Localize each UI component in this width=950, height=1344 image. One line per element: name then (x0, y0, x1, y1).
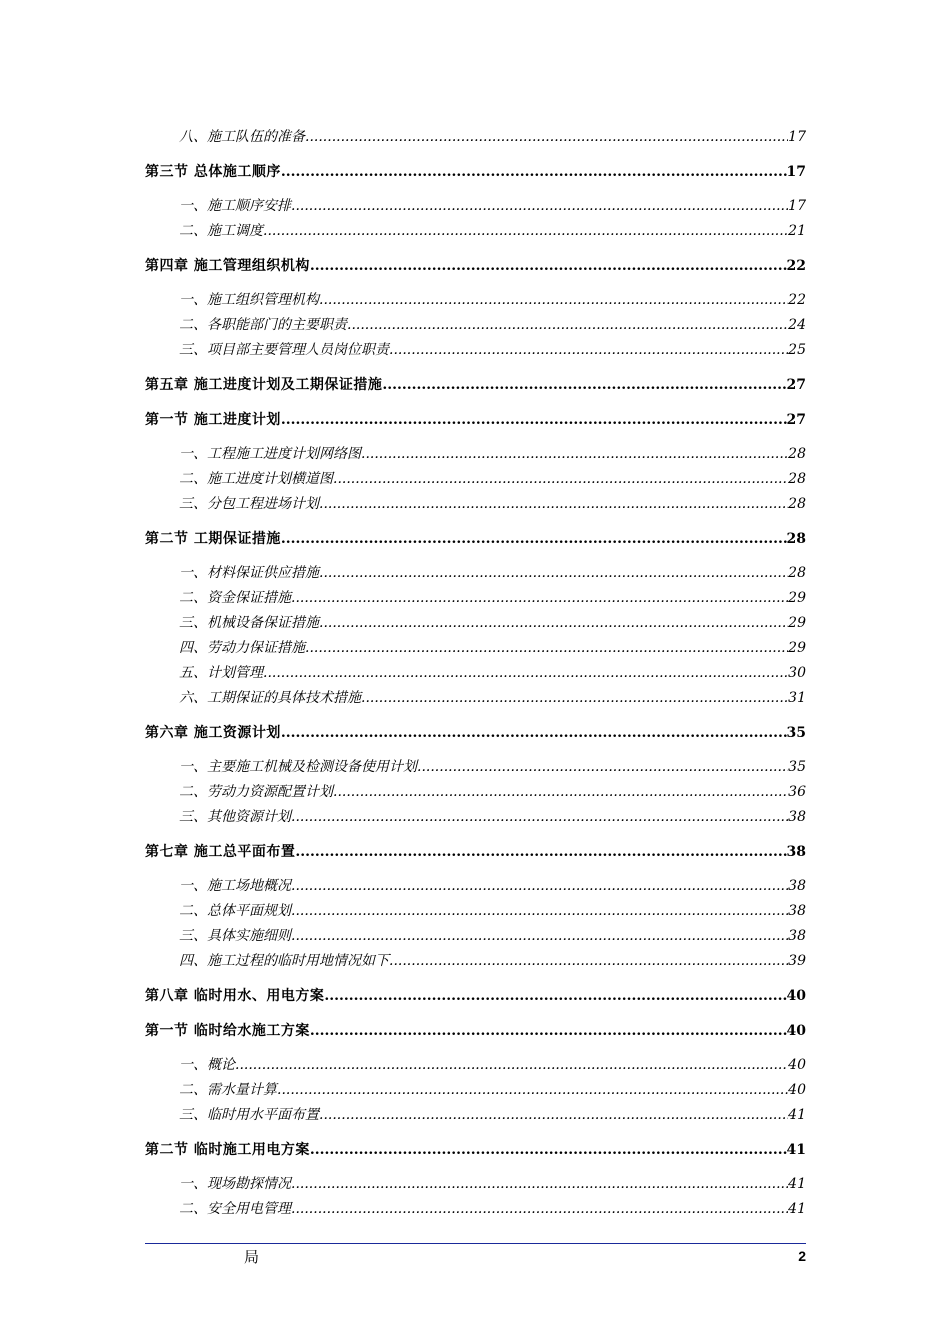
toc-leader-dots (277, 1078, 788, 1103)
toc-leader-dots (291, 874, 788, 899)
toc-entry-page: 38 (788, 809, 806, 825)
toc-entry[interactable] (145, 492, 806, 517)
toc-leader-dots (389, 949, 788, 974)
toc-leader-dots (417, 755, 788, 780)
toc-entry[interactable] (145, 313, 806, 338)
toc-entry-page: 29 (788, 640, 806, 656)
toc-entry-page: 36 (788, 784, 806, 800)
toc-leader-dots (291, 586, 788, 611)
toc-heading-entry[interactable] (145, 840, 806, 865)
toc-entry-label: 二、总体平面规划 (179, 903, 291, 919)
toc-entry-label: 一、施工组织管理机构 (179, 292, 319, 308)
toc-entry-page: 41 (788, 1107, 806, 1123)
toc-leader-dots (347, 313, 788, 338)
toc-heading-entry[interactable] (145, 373, 806, 398)
toc-entry-page: 35 (786, 725, 806, 741)
toc-leader-dots (281, 160, 787, 185)
toc-entry-label: 三、项目部主要管理人员岗位职责 (179, 342, 389, 358)
toc-entry-page: 22 (786, 258, 806, 274)
toc-entry[interactable] (145, 125, 806, 150)
toc-entry[interactable] (145, 805, 806, 830)
toc-entry[interactable] (145, 755, 806, 780)
toc-entry-label: 一、材料保证供应措施 (179, 565, 319, 581)
toc-entry[interactable] (145, 780, 806, 805)
toc-entry-page: 17 (788, 198, 806, 214)
toc-entry-label: 第三节 总体施工顺序 (145, 164, 281, 180)
toc-leader-dots (291, 194, 788, 219)
toc-entry-label: 三、分包工程进场计划 (179, 496, 319, 512)
toc-heading-entry[interactable] (145, 408, 806, 433)
toc-entry[interactable] (145, 949, 806, 974)
toc-entry[interactable] (145, 636, 806, 661)
toc-entry-label: 八、施工队伍的准备 (179, 129, 305, 145)
toc-leader-dots (324, 984, 786, 1009)
toc-entry[interactable] (145, 338, 806, 363)
table-of-contents (145, 125, 806, 1222)
toc-leader-dots (310, 254, 787, 279)
toc-entry-page: 30 (788, 665, 806, 681)
toc-entry-label: 一、概论 (179, 1057, 235, 1073)
toc-entry-page: 31 (788, 690, 806, 706)
toc-entry-page: 40 (786, 1023, 806, 1039)
toc-entry-page: 28 (788, 496, 806, 512)
toc-heading-entry[interactable] (145, 527, 806, 552)
toc-entry[interactable] (145, 899, 806, 924)
toc-leader-dots (295, 840, 786, 865)
toc-leader-dots (382, 373, 786, 398)
toc-entry-page: 25 (788, 342, 806, 358)
toc-entry[interactable] (145, 219, 806, 244)
toc-leader-dots (319, 561, 788, 586)
toc-entry-label: 二、需水量计算 (179, 1082, 277, 1098)
toc-heading-entry[interactable] (145, 721, 806, 746)
toc-entry[interactable] (145, 1172, 806, 1197)
toc-leader-dots (333, 467, 788, 492)
toc-entry-page: 27 (786, 377, 806, 393)
toc-entry[interactable] (145, 661, 806, 686)
toc-leader-dots (291, 899, 788, 924)
toc-leader-dots (281, 527, 787, 552)
toc-entry-page: 24 (788, 317, 806, 333)
toc-entry-page: 38 (786, 844, 806, 860)
toc-entry[interactable] (145, 924, 806, 949)
toc-entry[interactable] (145, 194, 806, 219)
toc-entry-page: 38 (788, 928, 806, 944)
toc-leader-dots (310, 1138, 787, 1163)
toc-heading-entry[interactable] (145, 254, 806, 279)
toc-leader-dots (319, 288, 788, 313)
toc-entry[interactable] (145, 288, 806, 313)
toc-entry-label: 一、施工场地概况 (179, 878, 291, 894)
toc-leader-dots (333, 780, 788, 805)
toc-leader-dots (310, 1019, 787, 1044)
toc-entry[interactable] (145, 1053, 806, 1078)
toc-heading-entry[interactable] (145, 160, 806, 185)
toc-entry-label: 三、临时用水平面布置 (179, 1107, 319, 1123)
footer-page-number: 2 (798, 1248, 806, 1264)
footer-rule (145, 1243, 806, 1244)
toc-entry-label: 第一节 施工进度计划 (145, 412, 281, 428)
toc-entry-page: 38 (788, 903, 806, 919)
toc-entry-page: 41 (788, 1176, 806, 1192)
toc-entry-label: 三、其他资源计划 (179, 809, 291, 825)
toc-entry[interactable] (145, 1078, 806, 1103)
toc-entry-label: 第二节 临时施工用电方案 (145, 1142, 310, 1158)
toc-entry[interactable] (145, 561, 806, 586)
toc-leader-dots (319, 611, 788, 636)
toc-entry-page: 22 (788, 292, 806, 308)
toc-leader-dots (235, 1053, 788, 1078)
toc-leader-dots (281, 408, 787, 433)
toc-entry-label: 第八章 临时用水、用电方案 (145, 988, 325, 1004)
toc-heading-entry[interactable] (145, 984, 806, 1009)
toc-leader-dots (361, 686, 788, 711)
toc-leader-dots (281, 721, 787, 746)
footer-text: 局 (244, 1248, 260, 1266)
toc-entry[interactable] (145, 611, 806, 636)
toc-entry-label: 第六章 施工资源计划 (145, 725, 281, 741)
toc-entry[interactable] (145, 874, 806, 899)
toc-entry-label: 五、计划管理 (179, 665, 263, 681)
toc-heading-entry[interactable] (145, 1019, 806, 1044)
toc-leader-dots (291, 1197, 788, 1222)
toc-entry-page: 40 (786, 988, 806, 1004)
toc-leader-dots (291, 924, 788, 949)
toc-leader-dots (389, 338, 788, 363)
toc-entry-label: 三、机械设备保证措施 (179, 615, 319, 631)
toc-entry-page: 27 (786, 412, 806, 428)
toc-entry-page: 29 (788, 615, 806, 631)
toc-entry-label: 一、主要施工机械及检测设备使用计划 (179, 759, 417, 775)
toc-entry-label: 第四章 施工管理组织机构 (145, 258, 310, 274)
toc-entry-label: 第二节 工期保证措施 (145, 531, 281, 547)
toc-entry[interactable] (145, 1197, 806, 1222)
toc-entry-page: 28 (786, 531, 806, 547)
toc-entry[interactable] (145, 686, 806, 711)
toc-leader-dots (263, 661, 788, 686)
toc-leader-dots (361, 442, 788, 467)
toc-entry-label: 第一节 临时给水施工方案 (145, 1023, 310, 1039)
toc-entry-page: 39 (788, 953, 806, 969)
toc-entry-page: 29 (788, 590, 806, 606)
toc-entry-label: 三、具体实施细则 (179, 928, 291, 944)
toc-entry-label: 二、施工调度 (179, 223, 263, 239)
toc-entry-label: 二、各职能部门的主要职责 (179, 317, 347, 333)
toc-entry-label: 一、工程施工进度计划网络图 (179, 446, 361, 462)
toc-entry-label: 一、现场勘探情况 (179, 1176, 291, 1192)
toc-entry-page: 28 (788, 565, 806, 581)
toc-entry[interactable] (145, 467, 806, 492)
toc-entry-label: 二、资金保证措施 (179, 590, 291, 606)
toc-entry-label: 第五章 施工进度计划及工期保证措施 (145, 377, 383, 393)
toc-entry-page: 41 (786, 1142, 806, 1158)
toc-entry-page: 41 (788, 1201, 806, 1217)
toc-entry[interactable] (145, 1103, 806, 1128)
toc-leader-dots (305, 125, 788, 150)
toc-entry-label: 二、施工进度计划横道图 (179, 471, 333, 487)
toc-entry-page: 21 (788, 223, 806, 239)
toc-entry-page: 35 (788, 759, 806, 775)
toc-leader-dots (319, 492, 788, 517)
toc-leader-dots (263, 219, 788, 244)
toc-leader-dots (305, 636, 788, 661)
toc-entry-label: 二、劳动力资源配置计划 (179, 784, 333, 800)
toc-leader-dots (319, 1103, 788, 1128)
toc-entry-page: 38 (788, 878, 806, 894)
toc-entry-page: 17 (786, 164, 806, 180)
toc-entry-page: 40 (788, 1082, 806, 1098)
toc-entry-page: 28 (788, 446, 806, 462)
toc-entry-label: 一、施工顺序安排 (179, 198, 291, 214)
toc-entry-label: 六、工期保证的具体技术措施 (179, 690, 361, 706)
toc-entry[interactable] (145, 442, 806, 467)
toc-entry-label: 四、劳动力保证措施 (179, 640, 305, 656)
toc-entry-page: 17 (788, 129, 806, 145)
toc-entry-page: 28 (788, 471, 806, 487)
toc-entry-label: 四、施工过程的临时用地情况如下 (179, 953, 389, 969)
toc-entry-page: 40 (788, 1057, 806, 1073)
toc-heading-entry[interactable] (145, 1138, 806, 1163)
toc-entry[interactable] (145, 586, 806, 611)
toc-leader-dots (291, 805, 788, 830)
toc-entry-label: 第七章 施工总平面布置 (145, 844, 296, 860)
toc-leader-dots (291, 1172, 788, 1197)
toc-entry-label: 二、安全用电管理 (179, 1201, 291, 1217)
